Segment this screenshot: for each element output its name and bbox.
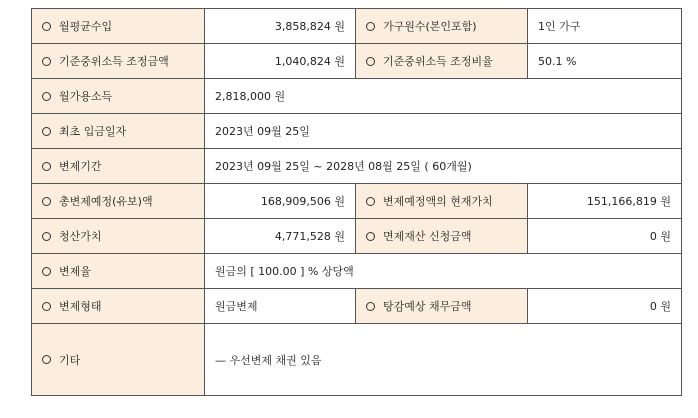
circle-bullet-icon [42, 92, 51, 101]
label-median-income-adjustment: 기준중위소득 조정금액 [32, 44, 205, 79]
value-expected-debt-forgiveness: 0 원 [528, 289, 682, 324]
table-row [32, 219, 682, 254]
label-repayment-period: 변제기간 [32, 149, 205, 184]
table-row [32, 289, 682, 324]
value-exempt-property-claim: 0 원 [528, 219, 682, 254]
label-expected-debt-forgiveness: 탕감예상 채무금액 [356, 289, 528, 324]
value-total-planned-repayment: 168,909,506 원 [205, 184, 356, 219]
label-repayment-rate: 변제율 [32, 254, 205, 289]
circle-bullet-icon [366, 302, 375, 311]
value-first-payment-date: 2023년 09월 25일 [205, 114, 682, 149]
label-household-size: 가구원수(본인포함) [356, 9, 528, 44]
repayment-summary-table [31, 8, 682, 396]
circle-bullet-icon [366, 22, 375, 31]
circle-bullet-icon [42, 355, 51, 364]
value-household-size: 1인 가구 [528, 9, 682, 44]
value-repayment-type: 원금변제 [205, 289, 356, 324]
circle-bullet-icon [42, 127, 51, 136]
value-present-value: 151,166,819 원 [528, 184, 682, 219]
circle-bullet-icon [366, 57, 375, 66]
label-exempt-property-claim: 면제재산 신청금액 [356, 219, 528, 254]
value-median-income-adjustment: 1,040,824 원 [205, 44, 356, 79]
label-disposable-income: 월가용소득 [32, 79, 205, 114]
value-disposable-income: 2,818,000 원 [205, 79, 682, 114]
value-repayment-rate: 원금의 [ 100.00 ] % 상당액 [205, 254, 682, 289]
label-liquidation-value: 청산가치 [32, 219, 205, 254]
value-repayment-period: 2023년 09월 25일 ~ 2028년 08월 25일 ( 60개월) [205, 149, 682, 184]
circle-bullet-icon [42, 22, 51, 31]
label-first-payment-date: 최초 입금일자 [32, 114, 205, 149]
table-row [32, 9, 682, 44]
value-median-income-ratio: 50.1 % [528, 44, 682, 79]
table-row [32, 149, 682, 184]
table-row [32, 114, 682, 149]
label-repayment-type: 변제형태 [32, 289, 205, 324]
table-row [32, 324, 682, 396]
circle-bullet-icon [42, 267, 51, 276]
table-row [32, 79, 682, 114]
table-row [32, 44, 682, 79]
label-present-value: 변제예정액의 현재가치 [356, 184, 528, 219]
value-liquidation-value: 4,771,528 원 [205, 219, 356, 254]
table-row [32, 184, 682, 219]
value-monthly-income: 3,858,824 원 [205, 9, 356, 44]
circle-bullet-icon [42, 197, 51, 206]
value-other: — 우선변제 채권 있음 [205, 324, 682, 396]
circle-bullet-icon [366, 197, 375, 206]
circle-bullet-icon [42, 162, 51, 171]
circle-bullet-icon [42, 302, 51, 311]
circle-bullet-icon [42, 57, 51, 66]
circle-bullet-icon [366, 232, 375, 241]
label-monthly-income: 월평균수입 [32, 9, 205, 44]
label-other: 기타 [32, 324, 205, 396]
circle-bullet-icon [42, 232, 51, 241]
table-row [32, 254, 682, 289]
label-median-income-ratio: 기준중위소득 조정비율 [356, 44, 528, 79]
label-total-planned-repayment: 총변제예정(유보)액 [32, 184, 205, 219]
